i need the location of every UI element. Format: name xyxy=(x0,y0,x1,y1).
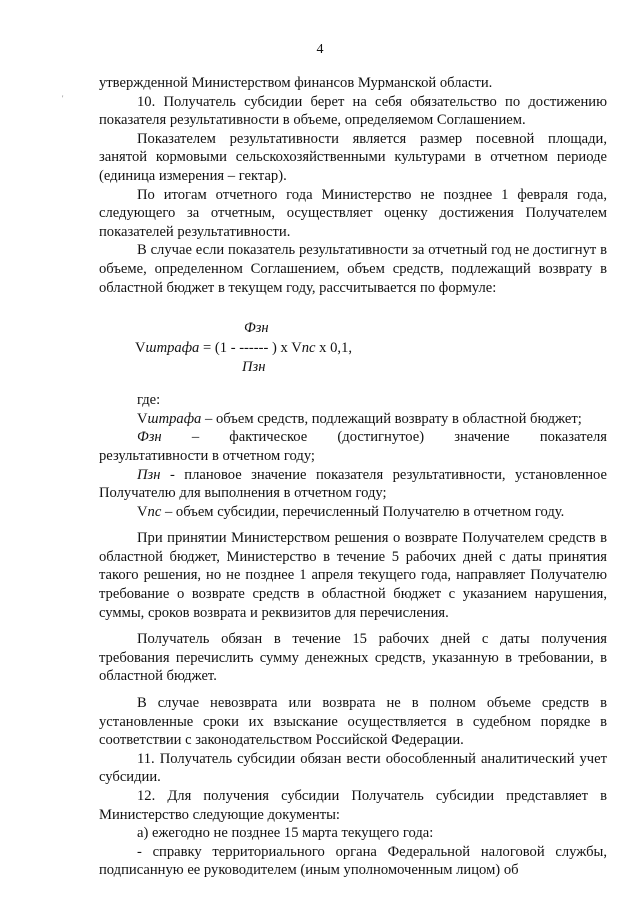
paragraph: Получатель обязан в течение 15 рабочих дней с даты получения требования перечислить сумму денежных средств, указанную в требовании, в областной бюджет. xyxy=(99,631,607,685)
paragraph: В случае если показатель результативности за отчетный год не достигнут в объеме, определенном Соглашением, объем средств, подлежащий возврату в областной бюджет в текущем году, рассчитывается по формуле: xyxy=(99,242,607,296)
formula-denominator: Пзн xyxy=(242,359,266,376)
def-word: (достигнутое) xyxy=(337,429,425,446)
formula-v: V xyxy=(135,340,146,357)
paragraph: Показателем результативности является размер посевной площади, занятой кормовыми сельскохозяйственными культурами в отчетном периоде (единица измерения – гектар). xyxy=(99,130,607,184)
def-term-pzn: Пзн xyxy=(137,466,161,483)
paragraph: 10. Получатель субсидии берет на себя обязательство по достижению показателя результативности в объеме, определяемом Соглашением. xyxy=(99,93,607,129)
definition-v-shtrafa xyxy=(99,410,607,429)
formula-sub-ps: пс xyxy=(301,340,316,357)
paragraph: 11. Получатель субсидии обязан вести обособленный аналитический учет субсидии. xyxy=(99,750,607,786)
def-text: – объем средств, подлежащий возврату в областной бюджет; xyxy=(201,410,582,427)
page-number: 4 xyxy=(316,42,324,57)
formula-main-line xyxy=(135,339,352,358)
paragraph: По итогам отчетного года Министерство не позднее 1 февраля года, следующего за отчетным, осуществляет оценку достижения Получателем показателей результативности. xyxy=(99,186,607,240)
def-text: – объем субсидии, перечисленный Получателю в отчетном году. xyxy=(161,503,565,520)
formula-middle: = (1 - ------ ) x V xyxy=(199,340,302,357)
paragraph: При принятии Министерством решения о возврате Получателем средств в областной бюджет, Министерство в течение 5 рабочих дней с даты принятия такого решения, но не позднее 1 апреля текущего года, направляет Получателю требование о возврате средств в областной бюджет с указанием нарушения, суммы, сроков возврата и реквизитов для перечисления. xyxy=(99,530,607,621)
paragraph: 12. Для получения субсидии Получатель субсидии представляет в Министерство следующие документы: xyxy=(99,788,607,823)
def-word: фактическое xyxy=(229,429,308,446)
definition-v-ps xyxy=(99,503,607,522)
def-word: – xyxy=(191,429,200,446)
def-word: значение xyxy=(454,429,510,446)
def-word: показателя xyxy=(539,429,607,446)
def-term-fzn: Фзн xyxy=(137,429,162,446)
def-v: V xyxy=(137,410,148,427)
where-label: где: xyxy=(137,392,161,409)
formula-sub-shtrafa: штрафа xyxy=(145,340,200,357)
paragraph: - справку территориального органа Федеральной налоговой службы, подписанную ее руководителем (иным уполномоченным лицом) об xyxy=(99,843,607,879)
penalty-formula xyxy=(99,305,607,377)
def-sub: штрафа xyxy=(147,410,202,427)
paragraph: а) ежегодно не позднее 15 марта текущего года: xyxy=(137,825,434,842)
definition-fzn-line xyxy=(99,428,607,447)
formula-numerator: Фзн xyxy=(244,320,269,337)
definition-fzn-cont: результативности в отчетном году; xyxy=(99,447,315,464)
document-body xyxy=(99,74,607,880)
definition-pzn xyxy=(99,466,607,503)
def-text: - плановое значение показателя результативности, установленное Получателю для выполнения в отчетном году; xyxy=(99,466,607,502)
paragraph: В случае невозврата или возврата не в полном объеме средств в установленные сроки их взыскание осуществляется в судебном порядке в соответствии с законодательством Российской Федерации. xyxy=(99,695,607,749)
def-sub: пс xyxy=(147,503,162,520)
stray-mark: ' xyxy=(62,94,64,103)
formula-tail: x 0,1, xyxy=(315,340,353,357)
paragraph: утвержденной Министерством финансов Мурманской области. xyxy=(99,75,493,91)
def-v: V xyxy=(137,503,148,520)
